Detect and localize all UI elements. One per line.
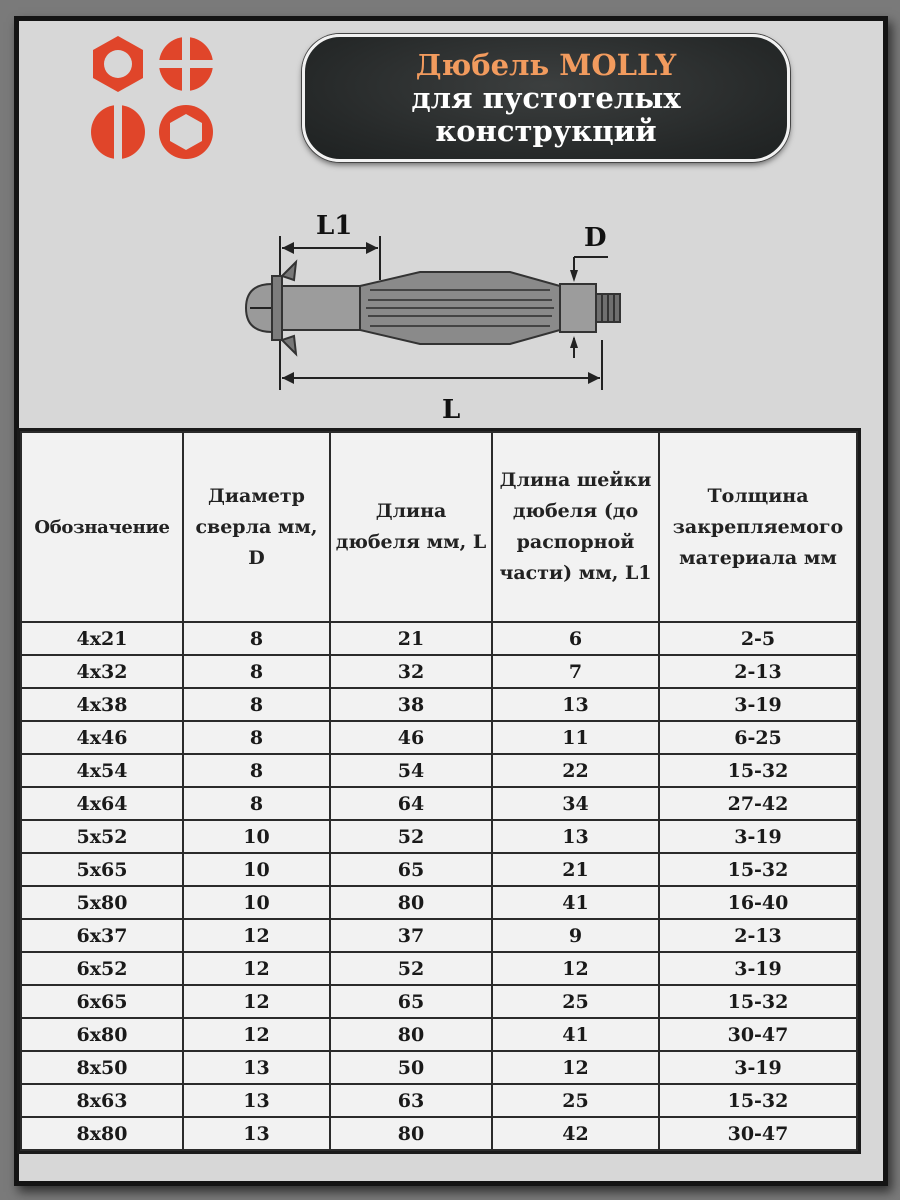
cell-neck-length: 9 <box>492 919 659 952</box>
cell-anchor-length: 63 <box>330 1084 492 1117</box>
title-banner <box>302 34 790 162</box>
product-title: Дюбель MOLLY <box>415 47 677 82</box>
table-row <box>21 787 857 820</box>
cell-designation: 5x52 <box>21 820 183 853</box>
cell-anchor-length: 46 <box>330 721 492 754</box>
table-row <box>21 952 857 985</box>
cell-neck-length: 11 <box>492 721 659 754</box>
cell-designation: 4x21 <box>21 622 183 655</box>
table-header-row <box>21 432 857 622</box>
cell-designation: 6x80 <box>21 1018 183 1051</box>
table-row <box>21 688 857 721</box>
cell-material-thickness: 3-19 <box>659 952 857 985</box>
table-row <box>21 1117 857 1150</box>
cell-drill-diameter: 12 <box>183 985 330 1018</box>
cell-drill-diameter: 12 <box>183 952 330 985</box>
header-material-thickness: Толщина закрепляемого материала мм <box>659 432 857 622</box>
cell-designation: 8x63 <box>21 1084 183 1117</box>
hex-socket-icon <box>159 105 213 159</box>
cell-neck-length: 13 <box>492 820 659 853</box>
cell-neck-length: 7 <box>492 655 659 688</box>
cell-anchor-length: 52 <box>330 820 492 853</box>
cell-drill-diameter: 12 <box>183 919 330 952</box>
cell-material-thickness: 6-25 <box>659 721 857 754</box>
table-row <box>21 1051 857 1084</box>
cell-designation: 6x37 <box>21 919 183 952</box>
cell-designation: 5x65 <box>21 853 183 886</box>
slotted-head-icon <box>91 104 145 160</box>
cell-anchor-length: 80 <box>330 1018 492 1051</box>
cell-anchor-length: 21 <box>330 622 492 655</box>
label-l1: L1 <box>316 211 353 241</box>
cell-neck-length: 22 <box>492 754 659 787</box>
cell-designation: 6x52 <box>21 952 183 985</box>
cell-neck-length: 6 <box>492 622 659 655</box>
cell-neck-length: 12 <box>492 1051 659 1084</box>
cell-drill-diameter: 13 <box>183 1051 330 1084</box>
cell-neck-length: 42 <box>492 1117 659 1150</box>
cell-designation: 8x80 <box>21 1117 183 1150</box>
table-row <box>21 985 857 1018</box>
cell-neck-length: 41 <box>492 1018 659 1051</box>
header-anchor-length: Длина дюбеля мм, L <box>330 432 492 622</box>
cell-drill-diameter: 8 <box>183 787 330 820</box>
table-row <box>21 820 857 853</box>
cell-material-thickness: 2-13 <box>659 655 857 688</box>
product-subtitle-line2: конструкций <box>435 113 657 148</box>
cell-drill-diameter: 12 <box>183 1018 330 1051</box>
label-l: L <box>442 395 461 425</box>
cell-anchor-length: 38 <box>330 688 492 721</box>
spec-table <box>17 428 861 1154</box>
anchor-diagram <box>210 190 650 430</box>
cell-designation: 8x50 <box>21 1051 183 1084</box>
cell-drill-diameter: 8 <box>183 655 330 688</box>
cell-anchor-length: 54 <box>330 754 492 787</box>
cell-material-thickness: 30-47 <box>659 1018 857 1051</box>
header-drill-diameter: Диаметр сверла мм, D <box>183 432 330 622</box>
cell-material-thickness: 27-42 <box>659 787 857 820</box>
cell-material-thickness: 2-13 <box>659 919 857 952</box>
cross-head-icon <box>159 37 213 91</box>
cell-designation: 6x65 <box>21 985 183 1018</box>
table-row <box>21 655 857 688</box>
cell-drill-diameter: 10 <box>183 820 330 853</box>
cell-drill-diameter: 10 <box>183 886 330 919</box>
table-body <box>21 622 857 1150</box>
cell-anchor-length: 65 <box>330 985 492 1018</box>
table-row <box>21 919 857 952</box>
table-row <box>21 721 857 754</box>
cell-material-thickness: 16-40 <box>659 886 857 919</box>
cell-designation: 4x54 <box>21 754 183 787</box>
cell-drill-diameter: 8 <box>183 622 330 655</box>
cell-anchor-length: 65 <box>330 853 492 886</box>
cell-material-thickness: 3-19 <box>659 1051 857 1084</box>
table-row <box>21 886 857 919</box>
cell-designation: 4x46 <box>21 721 183 754</box>
cell-anchor-length: 80 <box>330 886 492 919</box>
screw-heads-icon <box>88 34 218 164</box>
cell-designation: 5x80 <box>21 886 183 919</box>
cell-drill-diameter: 13 <box>183 1084 330 1117</box>
cell-neck-length: 41 <box>492 886 659 919</box>
cell-drill-diameter: 10 <box>183 853 330 886</box>
cell-neck-length: 25 <box>492 985 659 1018</box>
cell-material-thickness: 15-32 <box>659 853 857 886</box>
cell-neck-length: 12 <box>492 952 659 985</box>
cell-material-thickness: 3-19 <box>659 820 857 853</box>
cell-material-thickness: 3-19 <box>659 688 857 721</box>
cell-anchor-length: 52 <box>330 952 492 985</box>
label-d: D <box>584 223 607 253</box>
cell-anchor-length: 32 <box>330 655 492 688</box>
product-subtitle-line1: для пустотелых <box>411 80 681 115</box>
hex-nut-icon <box>93 36 143 92</box>
cell-designation: 4x38 <box>21 688 183 721</box>
cell-material-thickness: 15-32 <box>659 754 857 787</box>
cell-drill-diameter: 8 <box>183 721 330 754</box>
table-row <box>21 622 857 655</box>
cell-neck-length: 13 <box>492 688 659 721</box>
header-designation: Обозначение <box>21 432 183 622</box>
cell-neck-length: 34 <box>492 787 659 820</box>
header-neck-length: Длина шейки дюбеля (до распорной части) мм, L1 <box>492 432 659 622</box>
cell-material-thickness: 15-32 <box>659 985 857 1018</box>
cell-material-thickness: 30-47 <box>659 1117 857 1150</box>
cell-material-thickness: 2-5 <box>659 622 857 655</box>
cell-anchor-length: 50 <box>330 1051 492 1084</box>
table-row <box>21 853 857 886</box>
cell-anchor-length: 37 <box>330 919 492 952</box>
cell-neck-length: 21 <box>492 853 659 886</box>
cell-designation: 4x64 <box>21 787 183 820</box>
cell-drill-diameter: 8 <box>183 754 330 787</box>
table-row <box>21 1018 857 1051</box>
cell-designation: 4x32 <box>21 655 183 688</box>
cell-anchor-length: 80 <box>330 1117 492 1150</box>
cell-drill-diameter: 8 <box>183 688 330 721</box>
cell-drill-diameter: 13 <box>183 1117 330 1150</box>
table-row <box>21 754 857 787</box>
molly-anchor-drawing <box>246 262 620 354</box>
cell-anchor-length: 64 <box>330 787 492 820</box>
table-row <box>21 1084 857 1117</box>
cell-neck-length: 25 <box>492 1084 659 1117</box>
cell-material-thickness: 15-32 <box>659 1084 857 1117</box>
